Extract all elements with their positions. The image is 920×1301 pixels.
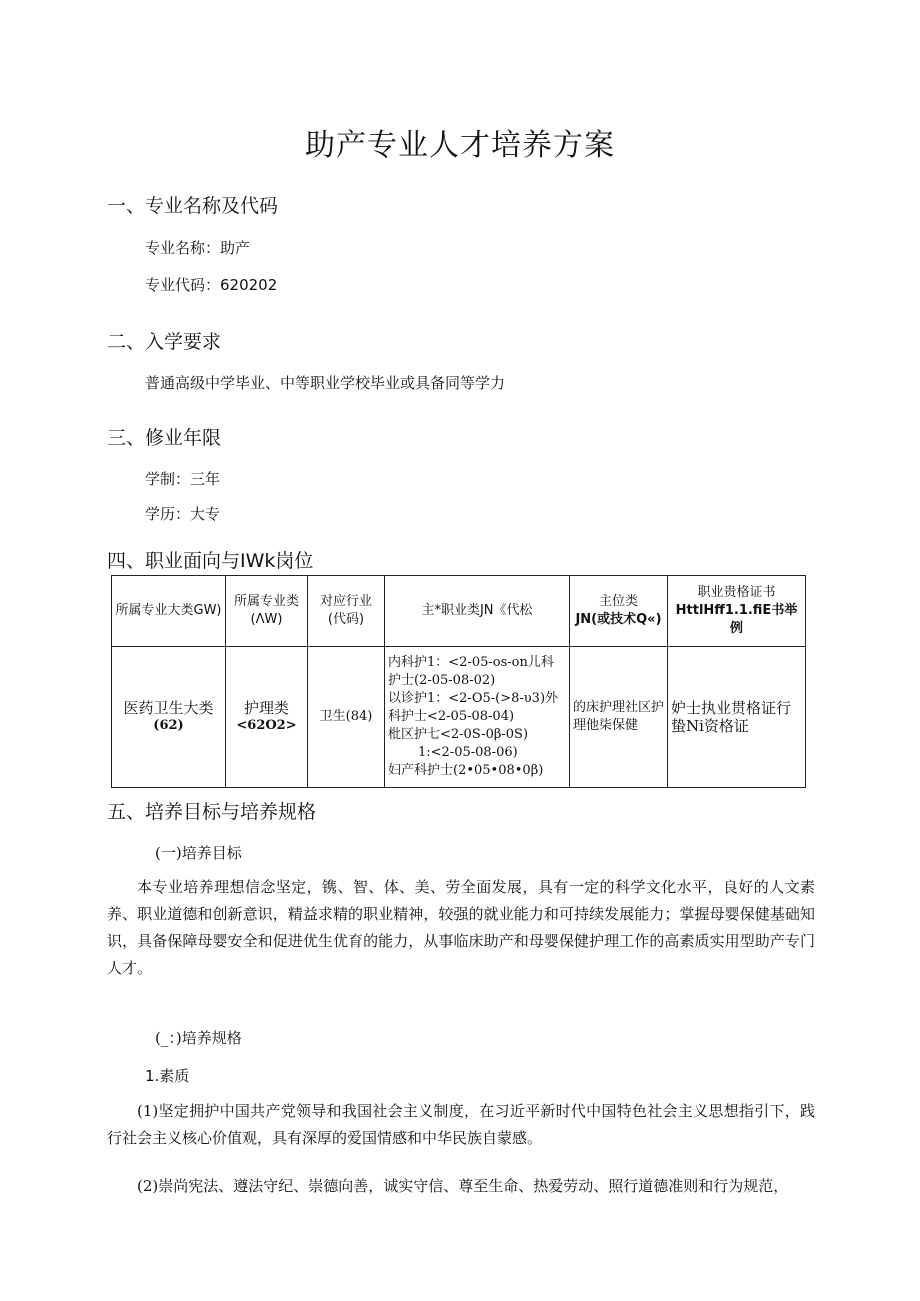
goal-paragraph: 本专业培养理想信念坚定，镌、智、体、美、劳全面发展，具有一定的科学文化水平，良好的人文素养、职业道德和创新意识，精益求精的职业精神，较强的就业能力和可持续发展能力；掌握母婴保健基础知识，具备保障母婴安全和促进优生优育的能力，从事临床助产和母婴保健护理工作的高素质实用型助产专门人才。: [107, 878, 815, 977]
subheading-goal: (一)培养目标: [155, 844, 242, 862]
career-table: [111, 575, 806, 788]
table-row: [112, 647, 806, 788]
table-cell: [668, 647, 806, 788]
page-title: 助产专业人才培养方案: [305, 128, 615, 163]
table-cell: [112, 647, 226, 788]
study-duration: 学制：三年: [145, 470, 221, 488]
major-name: 专业名称：助产: [145, 239, 251, 257]
cell-line: 以诊护1：<2-O5-(>8-υ3)外科护士<2-05-08-04): [388, 691, 559, 724]
cell-line: (62): [153, 718, 184, 733]
cell-line: 医药卫生大类: [123, 699, 214, 717]
cell-line: 妒士执业贯格证行: [671, 699, 792, 717]
cell-line: 枇区护七<2-0S-0β-0S): [388, 727, 529, 742]
section-heading-goals: 五、培养目标与培养规格: [107, 801, 317, 823]
cell-line: 妇产科护士(2•05•08•0β): [388, 763, 544, 778]
subheading-spec: (_：)培养规格: [155, 1029, 242, 1047]
header-line: JN(或技术Q«): [575, 612, 662, 627]
table-header-cell: [668, 576, 806, 647]
major-code: 专业代码：620202: [145, 276, 278, 294]
table-header-cell: 对应行业(代码): [308, 576, 385, 647]
item-quality: 1.素质: [145, 1067, 190, 1085]
cell-line: <62O2>: [236, 718, 297, 733]
cell-line: 护理类: [243, 699, 289, 717]
cell-line: 内科护1：<2-05-os-on儿科护士(2-05-08-02): [388, 655, 554, 688]
cell-line: 1:<2-05-08-06): [418, 745, 518, 760]
section-heading-career: 四、职业面向与IWk岗位: [107, 550, 314, 572]
table-cell: [226, 647, 308, 788]
admission-text: 普通高级中学毕业、中等职业学校毕业或具备同等学力: [145, 374, 506, 392]
header-line: 职业贵格证书: [697, 585, 776, 600]
quality-paragraph-1: (1)坚定拥护中国共产党领导和我国社会主义制度，在习近平新时代中国特色社会主义思想指引下，践行社会主义核心价值观，具有深厚的爱国情感和中华民族自蒙感。: [107, 1102, 815, 1147]
section-heading-admission: 二、入学要求: [107, 331, 222, 353]
quality-paragraph-2: (2)崇尚宪法、遵法守纪、崇德向善，诚实守信、尊至生命、热爱劳动、照行道德准则和行为规范，: [137, 1177, 789, 1195]
table-header-cell: 所属专业大类GW): [112, 576, 226, 647]
table-cell: [385, 647, 570, 788]
section-heading-duration: 三、修业年限: [107, 427, 222, 449]
table-header-row: [112, 576, 806, 647]
section-heading-major: 一、专业名称及代码: [107, 195, 279, 217]
cell-line: 蛰Ni资格证: [671, 717, 749, 735]
study-degree: 学历：大专: [145, 505, 221, 523]
table-cell: 的床护理社区护理他柒保健: [570, 647, 668, 788]
table-cell: 卫生(84): [308, 647, 385, 788]
table-header-cell: 所属专业类(ΛW): [226, 576, 308, 647]
header-line: 主位类: [598, 594, 638, 609]
table-header-cell: [570, 576, 668, 647]
table-header-cell: 主*职业类JN《代松: [385, 576, 570, 647]
header-line: HttlHff1.1.fiE书举例: [675, 603, 798, 636]
